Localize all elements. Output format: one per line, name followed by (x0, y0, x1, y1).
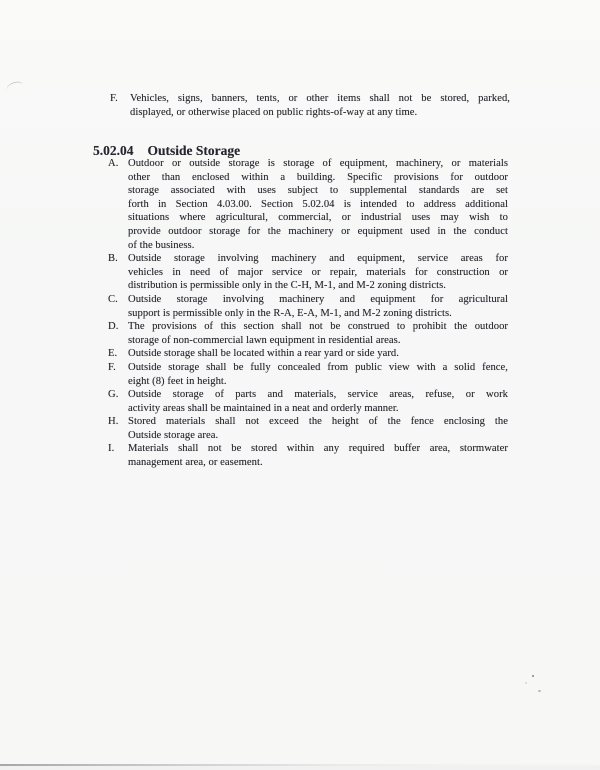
list-item-line: of the business. (128, 239, 195, 251)
list-item (108, 157, 508, 252)
scan-artifact-speck (525, 682, 527, 684)
list-item-line: support is permissible only in the R-A, E-A, M-1, and M-2 zoning districts. (128, 307, 452, 319)
list-item-marker: B. (108, 253, 118, 265)
list-item-line: activity areas shall be maintained in a neat and orderly manner. (128, 402, 399, 414)
list-item-line: Outside storage involving machinery and equipment, service areas for (128, 253, 508, 265)
list-item (108, 442, 508, 469)
list-item (108, 361, 508, 388)
list-item-marker: E. (108, 348, 118, 360)
list-item (108, 388, 508, 415)
list-item-line: storage of non-commercial lawn equipment in residential areas. (128, 334, 401, 346)
list-item-line: management area, or easement. (128, 457, 263, 469)
list-item-line: vehicles in need of major service or repair, materials for construction or (128, 266, 508, 278)
list-item-line: Outside storage of parts and materials, service areas, refuse, or work (128, 389, 508, 401)
scan-artifact-speck (532, 675, 534, 677)
list-item-line: Materials shall not be stored within any required buffer area, stormwater (128, 443, 508, 455)
list-item (108, 347, 508, 361)
list-item-marker: G. (108, 389, 119, 401)
list-item-line: Outside storage involving machinery and equipment for agricultural (128, 293, 508, 305)
list-item-marker: A. (108, 158, 119, 169)
list-item-marker: F. (110, 93, 118, 104)
list-item-marker: C. (108, 293, 118, 305)
list-item-marker: F. (108, 361, 116, 373)
section-number: 5.02.04 (93, 143, 134, 158)
pre-section-list-item (110, 92, 510, 119)
scan-artifact-scratch (6, 81, 24, 91)
list-item-line: displayed, or otherwise placed on public rights-of-way at any time. (130, 106, 418, 118)
list-item-line: Vehicles, signs, banners, tents, or other items shall not be stored, parked, (130, 93, 510, 104)
list-item (108, 320, 508, 347)
list-item-line: Outside storage shall be located within a rear yard or side yard. (128, 348, 399, 360)
list-item-line: Outdoor or outside storage is storage of equipment, machinery, or materials (128, 158, 508, 169)
list-item-marker: D. (108, 321, 119, 333)
item-list (108, 157, 508, 470)
section-title: Outside Storage (147, 143, 241, 158)
scan-artifact-speck (538, 690, 541, 692)
list-item (108, 415, 508, 442)
list-item-line: other than enclosed within a building. Specific provisions for outdoor (128, 171, 508, 183)
list-item-line: distribution is permissible only in the C-H, M-1, and M-2 zoning districts. (128, 280, 447, 292)
list-item-marker: H. (108, 416, 119, 428)
list-item-line: storage associated with uses subject to supplemental standards are set (128, 185, 508, 197)
scan-artifact-bottom-strip (0, 766, 600, 770)
list-item-line: The provisions of this section shall not be construed to prohibit the outdoor (128, 321, 508, 333)
list-item (108, 252, 508, 293)
list-item (108, 293, 508, 320)
list-item-line: Outside storage area. (128, 429, 219, 441)
list-item-line: forth in Section 4.03.00. Section 5.02.04 is intended to address additional (128, 198, 508, 210)
list-item-line: Stored materials shall not exceed the height of the fence enclosing the (128, 416, 508, 428)
scan-artifact-bottom-edge (0, 764, 600, 766)
list-item-line: eight (8) feet in height. (128, 375, 227, 387)
list-item-line: situations where agricultural, commercial, or industrial uses may wish to (128, 212, 508, 224)
list-item-line: provide outdoor storage for the machinery or equipment used in the conduct (128, 225, 508, 237)
list-item-marker: I. (108, 443, 115, 455)
list-item-line: Outside storage shall be fully concealed from public view with a solid fence, (128, 361, 508, 373)
